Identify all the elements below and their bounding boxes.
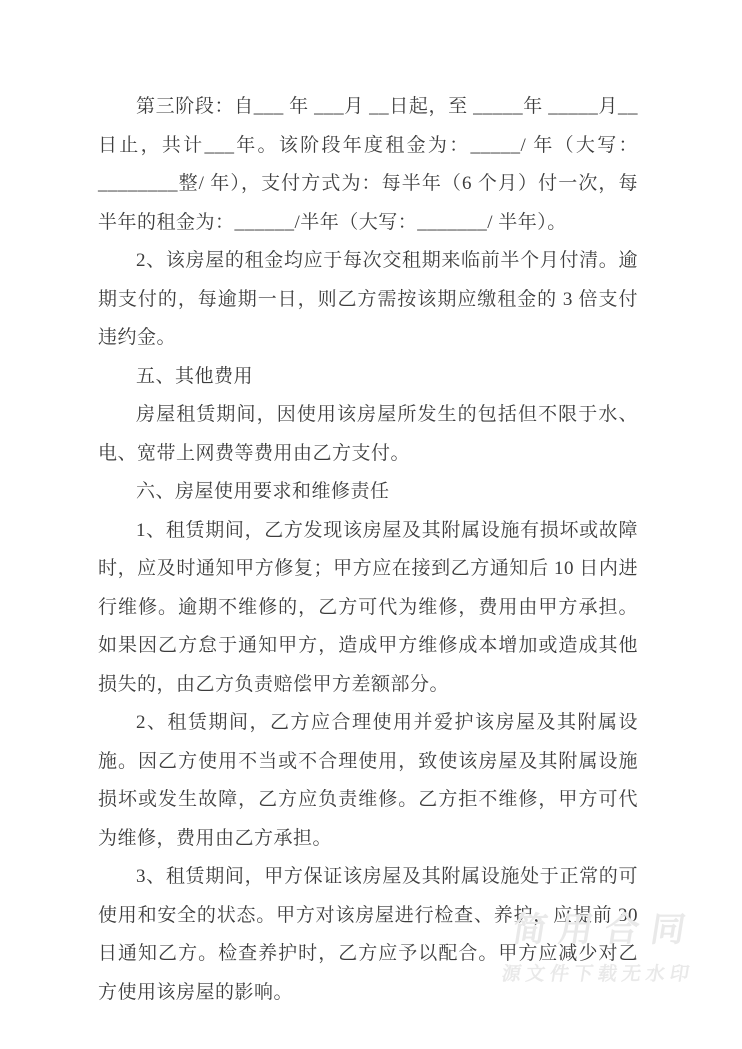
- watermark-brand-text: 简用合同: [509, 911, 700, 949]
- paragraph-maintenance-clause-2: 2、租赁期间，乙方应合理使用并爱护该房屋及其附属设施。因乙方使用不当或不合理使用，致使该房屋及其附属设施损坏或发生故障，乙方应负责维修。乙方拒不维修，甲方可代为维修，费用由乙方承担。: [98, 712, 638, 849]
- contract-text-block: [98, 88, 638, 1012]
- heading-section6-usage-maintenance: 六、房屋使用要求和维修责任: [136, 481, 390, 502]
- paragraph-maintenance-clause-1: 1、租赁期间，乙方发现该房屋及其附属设施有损坏或故障时，应及时通知甲方修复；甲方应在接到乙方通知后 10 日内进行维修。逾期不维修的，乙方可代为维修，费用由甲方承担。如果因乙方怠于通知甲方，造成甲方维修成本增加或造成其他损失的，由乙方负责赔偿甲方差额部分。: [98, 519, 638, 695]
- paragraph-maintenance-clause-3: 3、租赁期间，甲方保证该房屋及其附属设施处于正常的可使用和安全的状态。甲方对该房屋进行检查、养护，应提前 30 日通知乙方。检查养护时，乙方应予以配合。甲方应减少对乙方使用该房屋的影响。: [98, 866, 638, 1003]
- paragraph-rent-payment-deadline: 2、该房屋的租金均应于每次交租期来临前半个月付清。逾期支付的，每逾期一日，则乙方需按该期应缴租金的 3 倍支付违约金。: [98, 250, 638, 348]
- heading-section5-other-fees: 五、其他费用: [136, 365, 254, 387]
- watermark: [500, 912, 704, 986]
- watermark-tagline-text: 源文件下载无水印: [500, 964, 696, 986]
- paragraph-utility-fees: 房屋租赁期间，因使用该房屋所发生的包括但不限于水、电、宽带上网费等费用由乙方支付。: [98, 404, 638, 464]
- paragraph-stage3-rent-terms: 第三阶段：自___ 年 ___月 __日起，至 _____年 _____月__日止，共计___年。该阶段年度租金为：_____/ 年（大写：________整/ 年），支付方式为：每半年（6 个月）付一次，每半年的租金为：______/半年（大写：_______/ 半年）。: [98, 96, 638, 233]
